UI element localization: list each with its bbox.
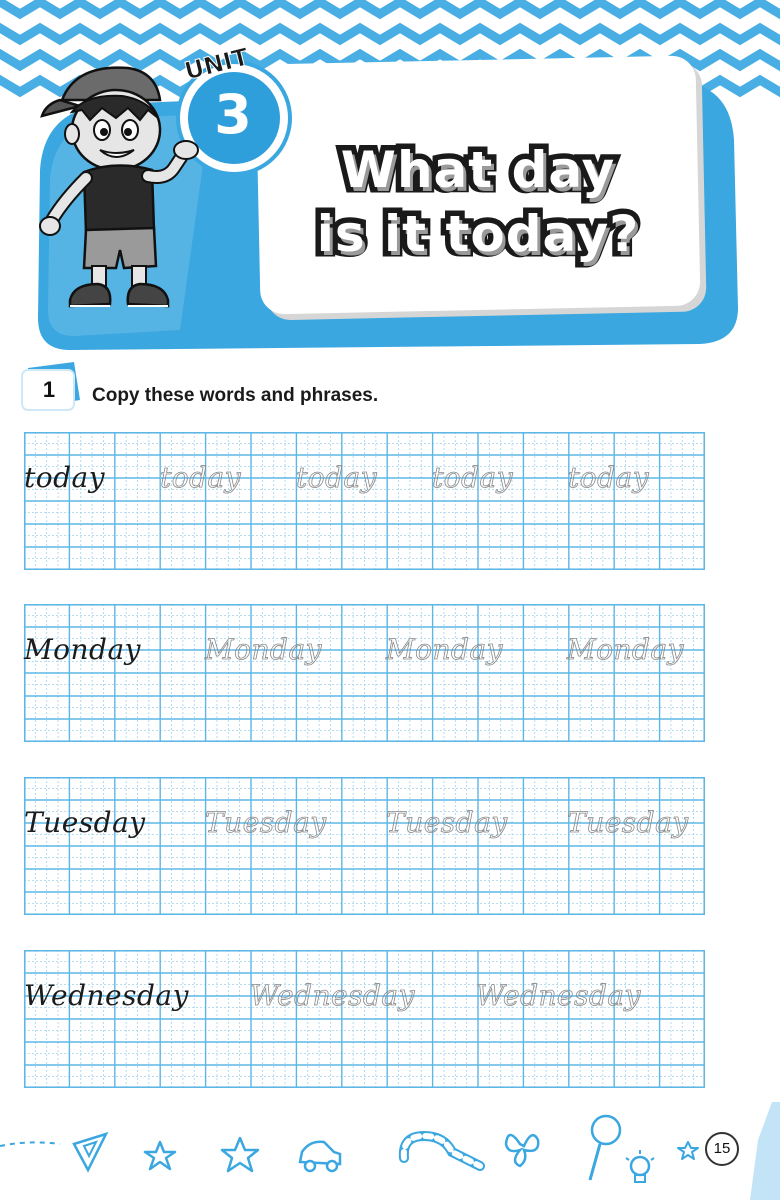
star-icon bbox=[678, 1142, 698, 1159]
model-word: Monday bbox=[24, 633, 141, 666]
cartoon-boy-illustration bbox=[36, 60, 206, 320]
trace-word[interactable]: Wednesday bbox=[476, 979, 641, 1012]
title-line-1: What day bbox=[340, 141, 616, 199]
title-line-2: is it today? bbox=[316, 205, 640, 263]
model-word: Tuesday bbox=[24, 806, 146, 839]
butterfly-icon bbox=[506, 1135, 538, 1166]
trace-word[interactable]: today bbox=[160, 461, 242, 494]
star-icon bbox=[222, 1138, 258, 1171]
star-icon bbox=[145, 1142, 175, 1169]
grid-lines bbox=[24, 950, 705, 1088]
practice-grid-tuesday bbox=[24, 777, 705, 915]
trace-word[interactable]: today bbox=[432, 461, 514, 494]
trace-word[interactable]: today bbox=[568, 461, 650, 494]
trace-word[interactable]: Monday bbox=[567, 633, 684, 666]
trace-word[interactable]: Tuesday bbox=[567, 806, 689, 839]
trace-word[interactable]: Monday bbox=[386, 633, 503, 666]
grid-lines bbox=[24, 432, 705, 570]
lollipop-icon bbox=[590, 1116, 620, 1180]
lightbulb-icon bbox=[626, 1150, 654, 1182]
activity-number: 1 bbox=[42, 377, 56, 402]
practice-grid-wednesday bbox=[24, 950, 705, 1088]
unit-label: UNIT bbox=[181, 42, 252, 86]
trace-word[interactable]: Wednesday bbox=[250, 979, 415, 1012]
trace-word[interactable]: Tuesday bbox=[205, 806, 327, 839]
trace-word[interactable]: Monday bbox=[205, 633, 322, 666]
practice-grid-monday bbox=[24, 604, 705, 742]
footer-doodles bbox=[0, 1100, 780, 1200]
practice-grid-today bbox=[24, 432, 705, 570]
model-word: Wednesday bbox=[24, 979, 189, 1012]
page-title bbox=[268, 138, 688, 266]
grid-lines bbox=[24, 604, 705, 742]
grid-lines bbox=[24, 777, 705, 915]
unit-number: 3 bbox=[214, 83, 252, 146]
page-number: 15 bbox=[705, 1132, 739, 1166]
trace-word[interactable]: Tuesday bbox=[386, 806, 508, 839]
toy-car-icon bbox=[300, 1142, 340, 1171]
activity-instruction: Copy these words and phrases. bbox=[92, 385, 379, 406]
trace-word[interactable]: today bbox=[296, 461, 378, 494]
triangle-ruler-icon bbox=[74, 1134, 106, 1170]
model-word: today bbox=[24, 461, 106, 494]
candy-cane-icon bbox=[404, 1136, 480, 1166]
